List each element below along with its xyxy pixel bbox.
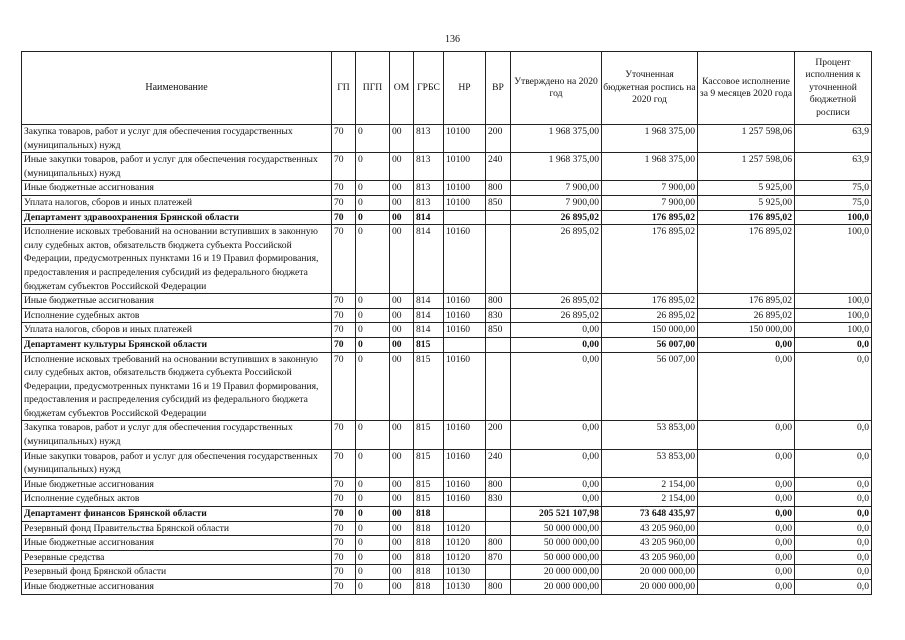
cell-np: 10130 [444,580,486,595]
cell-grbs: 818 [414,507,444,522]
cell-name: Иные закупки товаров, работ и услуг для обеспечения государственных (муниципальных) нужд [22,449,332,477]
cell-ppgp: 0 [356,337,390,352]
cell-approved: 0,00 [511,352,602,421]
cell-cash: 0,00 [698,507,795,522]
cell-percent: 100,0 [795,308,872,323]
table-row [22,225,872,294]
cell-vr: 850 [486,195,511,210]
cell-grbs: 818 [414,521,444,536]
cell-gp: 70 [332,352,356,421]
cell-cash: 0,00 [698,550,795,565]
cell-np: 10100 [444,153,486,181]
table-header-row [22,52,872,125]
cell-grbs: 813 [414,181,444,196]
cell-grbs: 813 [414,195,444,210]
cell-name: Департамент финансов Брянской области [22,507,332,522]
table-row [22,153,872,181]
cell-gp: 70 [332,492,356,507]
table-row [22,294,872,309]
cell-gp: 70 [332,308,356,323]
cell-np: 10160 [444,323,486,338]
cell-ppgp: 0 [356,521,390,536]
cell-approved: 0,00 [511,449,602,477]
cell-gp: 70 [332,195,356,210]
cell-grbs: 815 [414,421,444,449]
page-number: 136 [445,34,460,45]
table-row-department [22,337,872,352]
cell-percent: 63,9 [795,125,872,153]
cell-approved: 1 968 375,00 [511,125,602,153]
cell-grbs: 818 [414,550,444,565]
cell-approved: 50 000 000,00 [511,536,602,551]
cell-ppgp: 0 [356,536,390,551]
cell-approved: 26 895,02 [511,225,602,294]
cell-ppgp: 0 [356,225,390,294]
cell-ppgp: 0 [356,125,390,153]
cell-om: 00 [390,421,414,449]
cell-np: 10160 [444,225,486,294]
cell-percent: 0,0 [795,492,872,507]
cell-ppgp: 0 [356,181,390,196]
cell-grbs: 814 [414,308,444,323]
cell-np: 10160 [444,477,486,492]
cell-ppgp: 0 [356,210,390,225]
cell-refined: 1 968 375,00 [602,125,698,153]
cell-refined: 2 154,00 [602,492,698,507]
cell-refined: 176 895,02 [602,210,698,225]
cell-name: Иные бюджетные ассигнования [22,181,332,196]
cell-approved: 0,00 [511,337,602,352]
cell-percent: 100,0 [795,323,872,338]
cell-grbs: 813 [414,153,444,181]
cell-name: Иные бюджетные ассигнования [22,580,332,595]
cell-ppgp: 0 [356,507,390,522]
cell-cash: 0,00 [698,352,795,421]
cell-percent: 100,0 [795,210,872,225]
cell-ppgp: 0 [356,153,390,181]
cell-percent: 0,0 [795,536,872,551]
cell-np: 10160 [444,308,486,323]
cell-om: 00 [390,507,414,522]
cell-ppgp: 0 [356,323,390,338]
cell-name: Резервный фонд Брянской области [22,565,332,580]
cell-percent: 0,0 [795,449,872,477]
cell-vr: 240 [486,449,511,477]
cell-ppgp: 0 [356,352,390,421]
cell-gp: 70 [332,507,356,522]
cell-om: 00 [390,308,414,323]
cell-vr: 800 [486,181,511,196]
cell-np: 10120 [444,550,486,565]
header-refined: Уточненная бюджетная роспись на 2020 год [602,52,698,125]
header-name: Наименование [22,52,332,125]
cell-gp: 70 [332,565,356,580]
cell-ppgp: 0 [356,477,390,492]
cell-approved: 50 000 000,00 [511,550,602,565]
cell-name: Иные бюджетные ассигнования [22,477,332,492]
cell-vr: 240 [486,153,511,181]
cell-cash: 1 257 598,06 [698,125,795,153]
cell-cash: 0,00 [698,421,795,449]
cell-refined: 7 900,00 [602,181,698,196]
cell-vr: 800 [486,536,511,551]
table-row-department [22,507,872,522]
cell-cash: 0,00 [698,337,795,352]
cell-grbs: 814 [414,210,444,225]
cell-cash: 26 895,02 [698,308,795,323]
table-row [22,580,872,595]
cell-percent: 0,0 [795,421,872,449]
header-np: НР [444,52,486,125]
cell-percent: 100,0 [795,225,872,294]
cell-np: 10100 [444,195,486,210]
cell-om: 00 [390,225,414,294]
cell-cash: 1 257 598,06 [698,153,795,181]
cell-refined: 53 853,00 [602,421,698,449]
cell-percent: 75,0 [795,181,872,196]
cell-grbs: 815 [414,477,444,492]
cell-grbs: 814 [414,225,444,294]
cell-refined: 20 000 000,00 [602,580,698,595]
cell-cash: 0,00 [698,492,795,507]
cell-name: Департамент культуры Брянской области [22,337,332,352]
cell-np: 10120 [444,521,486,536]
cell-cash: 176 895,02 [698,210,795,225]
cell-approved: 26 895,02 [511,210,602,225]
cell-approved: 0,00 [511,323,602,338]
cell-om: 00 [390,492,414,507]
cell-vr: 870 [486,550,511,565]
cell-name: Закупка товаров, работ и услуг для обеспечения государственных (муниципальных) нужд [22,125,332,153]
cell-cash: 0,00 [698,521,795,536]
cell-gp: 70 [332,294,356,309]
cell-refined: 7 900,00 [602,195,698,210]
cell-np: 10160 [444,449,486,477]
cell-gp: 70 [332,337,356,352]
cell-refined: 26 895,02 [602,308,698,323]
cell-om: 00 [390,323,414,338]
cell-approved: 0,00 [511,477,602,492]
table-row [22,477,872,492]
cell-refined: 43 205 960,00 [602,550,698,565]
table-row [22,308,872,323]
cell-name: Иные закупки товаров, работ и услуг для обеспечения государственных (муниципальных) нужд [22,153,332,181]
cell-approved: 1 968 375,00 [511,153,602,181]
budget-execution-table [21,51,872,595]
cell-vr: 200 [486,421,511,449]
header-grbs: ГРБС [414,52,444,125]
cell-grbs: 815 [414,449,444,477]
cell-grbs: 818 [414,580,444,595]
header-om: ОМ [390,52,414,125]
cell-name: Исполнение исковых требований на основании вступивших в законную силу судебных актов, обязательств бюджета субъекта Российской Федерации, предусмотренных пунктами 16 и 19 Правил формирования, предоставления и распределения субсидий из федерального бюджета бюджетам субъектов Российской Федерации [22,225,332,294]
cell-grbs: 815 [414,352,444,421]
cell-cash: 0,00 [698,536,795,551]
cell-name: Исполнение судебных актов [22,308,332,323]
cell-om: 00 [390,352,414,421]
cell-om: 00 [390,449,414,477]
table-row [22,449,872,477]
cell-name: Закупка товаров, работ и услуг для обеспечения государственных (муниципальных) нужд [22,421,332,449]
cell-name: Уплата налогов, сборов и иных платежей [22,195,332,210]
cell-grbs: 818 [414,565,444,580]
cell-approved: 0,00 [511,421,602,449]
cell-np: 10100 [444,181,486,196]
cell-percent: 0,0 [795,521,872,536]
cell-gp: 70 [332,580,356,595]
cell-grbs: 813 [414,125,444,153]
cell-ppgp: 0 [356,421,390,449]
cell-ppgp: 0 [356,580,390,595]
cell-vr: 800 [486,580,511,595]
cell-vr [486,507,511,522]
cell-ppgp: 0 [356,492,390,507]
cell-gp: 70 [332,550,356,565]
cell-vr [486,352,511,421]
cell-gp: 70 [332,449,356,477]
cell-refined: 53 853,00 [602,449,698,477]
cell-refined: 2 154,00 [602,477,698,492]
cell-ppgp: 0 [356,449,390,477]
cell-refined: 1 968 375,00 [602,153,698,181]
cell-gp: 70 [332,323,356,338]
cell-om: 00 [390,536,414,551]
cell-percent: 0,0 [795,337,872,352]
cell-np [444,210,486,225]
header-approved: Утверждено на 2020 год [511,52,602,125]
cell-ppgp: 0 [356,294,390,309]
cell-om: 00 [390,521,414,536]
cell-percent: 0,0 [795,352,872,421]
cell-np: 10160 [444,294,486,309]
cell-approved: 7 900,00 [511,195,602,210]
cell-name: Департамент здравоохранения Брянской области [22,210,332,225]
table-row [22,181,872,196]
cell-vr: 850 [486,323,511,338]
cell-vr: 830 [486,492,511,507]
cell-percent: 0,0 [795,507,872,522]
cell-name: Иные бюджетные ассигнования [22,536,332,551]
cell-cash: 0,00 [698,477,795,492]
cell-refined: 73 648 435,97 [602,507,698,522]
cell-approved: 0,00 [511,492,602,507]
cell-cash: 5 925,00 [698,195,795,210]
cell-name: Уплата налогов, сборов и иных платежей [22,323,332,338]
cell-om: 00 [390,565,414,580]
cell-approved: 50 000 000,00 [511,521,602,536]
table-row [22,565,872,580]
cell-vr: 800 [486,294,511,309]
cell-percent: 63,9 [795,153,872,181]
cell-om: 00 [390,125,414,153]
table-row [22,421,872,449]
table-row [22,536,872,551]
header-percent: Процент исполнения к уточненной бюджетной росписи [795,52,872,125]
cell-om: 00 [390,580,414,595]
cell-gp: 70 [332,421,356,449]
cell-cash: 150 000,00 [698,323,795,338]
cell-vr: 200 [486,125,511,153]
cell-approved: 20 000 000,00 [511,565,602,580]
cell-percent: 0,0 [795,477,872,492]
header-ppgp: ПГП [356,52,390,125]
cell-cash: 0,00 [698,565,795,580]
cell-percent: 0,0 [795,565,872,580]
cell-ppgp: 0 [356,550,390,565]
cell-ppgp: 0 [356,195,390,210]
cell-np: 10100 [444,125,486,153]
cell-name: Резервный фонд Правительства Брянской области [22,521,332,536]
cell-om: 00 [390,153,414,181]
cell-gp: 70 [332,210,356,225]
table-row [22,352,872,421]
cell-cash: 0,00 [698,449,795,477]
cell-refined: 20 000 000,00 [602,565,698,580]
cell-ppgp: 0 [356,308,390,323]
header-vr: ВР [486,52,511,125]
cell-np [444,507,486,522]
cell-percent: 0,0 [795,580,872,595]
cell-om: 00 [390,550,414,565]
cell-approved: 26 895,02 [511,294,602,309]
cell-gp: 70 [332,477,356,492]
cell-np: 10160 [444,421,486,449]
header-gp: ГП [332,52,356,125]
cell-approved: 20 000 000,00 [511,580,602,595]
cell-grbs: 818 [414,536,444,551]
cell-gp: 70 [332,125,356,153]
cell-approved: 205 521 107,98 [511,507,602,522]
cell-refined: 43 205 960,00 [602,521,698,536]
cell-refined: 56 007,00 [602,352,698,421]
table-row [22,323,872,338]
cell-approved: 7 900,00 [511,181,602,196]
cell-percent: 100,0 [795,294,872,309]
cell-np: 10160 [444,352,486,421]
cell-cash: 176 895,02 [698,294,795,309]
table-row [22,492,872,507]
cell-cash: 0,00 [698,580,795,595]
cell-np: 10130 [444,565,486,580]
cell-refined: 56 007,00 [602,337,698,352]
cell-percent: 0,0 [795,550,872,565]
cell-cash: 176 895,02 [698,225,795,294]
cell-om: 00 [390,294,414,309]
cell-name: Резервные средства [22,550,332,565]
cell-refined: 43 205 960,00 [602,536,698,551]
cell-gp: 70 [332,536,356,551]
cell-approved: 26 895,02 [511,308,602,323]
cell-vr [486,565,511,580]
cell-name: Исполнение судебных актов [22,492,332,507]
cell-vr [486,210,511,225]
table-row [22,195,872,210]
cell-grbs: 814 [414,323,444,338]
cell-np: 10160 [444,492,486,507]
cell-gp: 70 [332,225,356,294]
cell-np [444,337,486,352]
cell-vr [486,225,511,294]
cell-gp: 70 [332,153,356,181]
table-row-department [22,210,872,225]
cell-np: 10120 [444,536,486,551]
cell-refined: 176 895,02 [602,294,698,309]
table-row [22,125,872,153]
cell-vr [486,521,511,536]
cell-grbs: 814 [414,294,444,309]
cell-refined: 150 000,00 [602,323,698,338]
header-cash: Кассовое исполнение за 9 месяцев 2020 года [698,52,795,125]
cell-grbs: 815 [414,337,444,352]
cell-om: 00 [390,181,414,196]
cell-vr [486,337,511,352]
cell-ppgp: 0 [356,565,390,580]
cell-om: 00 [390,195,414,210]
cell-om: 00 [390,477,414,492]
table-row [22,550,872,565]
cell-grbs: 815 [414,492,444,507]
cell-gp: 70 [332,521,356,536]
cell-name: Иные бюджетные ассигнования [22,294,332,309]
table-row [22,521,872,536]
cell-om: 00 [390,337,414,352]
cell-vr: 830 [486,308,511,323]
table-body [22,125,872,595]
cell-om: 00 [390,210,414,225]
cell-name: Исполнение исковых требований на основании вступивших в законную силу судебных актов, обязательств бюджета субъекта Российской Федерации, предусмотренных пунктами 16 и 19 Правил формирования, предоставления и распределения субсидий из федерального бюджета бюджетам субъектов Российской Федерации [22,352,332,421]
cell-cash: 5 925,00 [698,181,795,196]
cell-percent: 75,0 [795,195,872,210]
cell-gp: 70 [332,181,356,196]
cell-vr: 800 [486,477,511,492]
cell-refined: 176 895,02 [602,225,698,294]
